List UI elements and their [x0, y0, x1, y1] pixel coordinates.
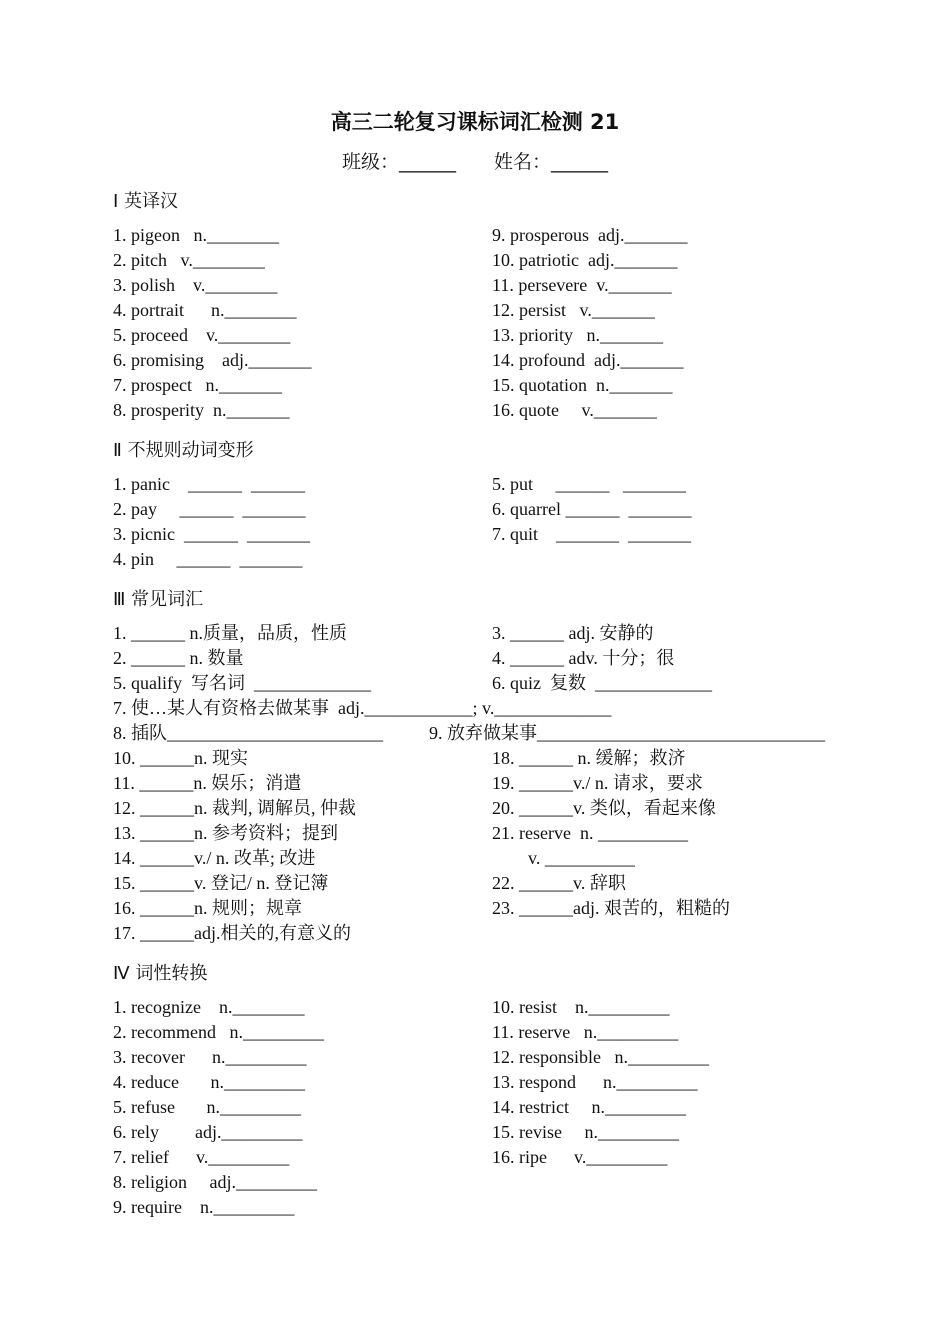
list-item: 18. ______ n. 缓解；救济 [492, 748, 686, 768]
list-item: 1. panic ______ ______ [113, 474, 305, 494]
list-item: 12. ______n. 裁判, 调解员, 仲裁 [113, 798, 356, 818]
list-item: 7. relief v._________ [113, 1147, 290, 1167]
list-item: 4. pin ______ _______ [113, 549, 303, 569]
list-item: 1. recognize n.________ [113, 997, 305, 1017]
list-item: 9. prosperous adj._______ [492, 225, 688, 245]
list-item: 23. ______adj. 艰苦的，粗糙的 [492, 898, 730, 918]
list-item: 8. prosperity n._______ [113, 400, 290, 420]
list-item: 19. ______v./ n. 请求，要求 [492, 773, 703, 793]
page-title: 高三二轮复习课标词汇检测 21 [330, 110, 620, 134]
list-item: 3. polish v.________ [113, 275, 278, 295]
list-item: 4. ______ adv. 十分；很 [492, 648, 675, 668]
section-3-heading: Ⅲ 常见词汇 [113, 589, 204, 610]
list-item: 12. responsible n._________ [492, 1047, 709, 1067]
list-item: 15. ______v. 登记/ n. 登记簿 [113, 873, 329, 893]
list-item: 14. restrict n._________ [492, 1097, 686, 1117]
list-item: v. __________ [492, 848, 635, 868]
list-item: 17. ______adj.相关的,有意义的 [113, 923, 351, 943]
list-item: 1. ______ n.质量，品质，性质 [113, 623, 347, 643]
list-item: 7. quit _______ _______ [492, 524, 692, 544]
class-field-label: 班级：______ [341, 151, 456, 173]
list-item: 5. refuse n._________ [113, 1097, 301, 1117]
list-item: 6. promising adj._______ [113, 350, 312, 370]
list-item: 7. 使…某人有资格去做某事 adj.____________; v._____________ [113, 698, 612, 718]
list-item: 20. ______v. 类似，看起来像 [492, 798, 716, 818]
list-item: 9. 放弃做某事________________________________ [429, 723, 825, 743]
list-item: 16. quote v._______ [492, 400, 657, 420]
list-item: 11. ______n. 娱乐；消遣 [113, 773, 302, 793]
section-4-heading: Ⅳ 词性转换 [113, 963, 208, 984]
list-item: 5. qualify 写名词 _____________ [113, 673, 371, 693]
list-item: 11. persevere v._______ [492, 275, 672, 295]
list-item: 10. patriotic adj._______ [492, 250, 678, 270]
list-item: 16. ripe v._________ [492, 1147, 668, 1167]
list-item: 13. ______n. 参考资料；提到 [113, 823, 338, 843]
list-item: 22. ______v. 辞职 [492, 873, 626, 893]
list-item: 15. quotation n._______ [492, 375, 673, 395]
list-item: 14. profound adj._______ [492, 350, 684, 370]
list-item: 2. pay ______ _______ [113, 499, 306, 519]
list-item: 21. reserve n. __________ [492, 823, 688, 843]
list-item: 1. pigeon n.________ [113, 225, 279, 245]
list-item: 11. reserve n._________ [492, 1022, 679, 1042]
list-item: 3. ______ adj. 安静的 [492, 623, 654, 643]
list-item: 9. require n._________ [113, 1197, 295, 1217]
list-item: 4. reduce n._________ [113, 1072, 305, 1092]
list-item: 8. religion adj._________ [113, 1172, 317, 1192]
list-item: 10. ______n. 现实 [113, 748, 248, 768]
list-item: 7. prospect n._______ [113, 375, 282, 395]
list-item: 13. respond n._________ [492, 1072, 698, 1092]
name-field-label: 姓名：______ [494, 151, 609, 173]
list-item: 4. portrait n.________ [113, 300, 297, 320]
list-item: 13. priority n._______ [492, 325, 663, 345]
list-item: 2. pitch v.________ [113, 250, 265, 270]
section-1-heading: Ⅰ 英译汉 [113, 191, 179, 212]
list-item: 6. quarrel ______ _______ [492, 499, 692, 519]
list-item: 16. ______n. 规则；规章 [113, 898, 302, 918]
list-item: 6. quiz 复数 _____________ [492, 673, 712, 693]
list-item: 6. rely adj._________ [113, 1122, 303, 1142]
list-item: 2. ______ n. 数量 [113, 648, 244, 668]
list-item: 15. revise n._________ [492, 1122, 679, 1142]
list-item: 5. proceed v.________ [113, 325, 291, 345]
list-item: 10. resist n._________ [492, 997, 670, 1017]
list-item: 3. recover n._________ [113, 1047, 307, 1067]
list-item: 14. ______v./ n. 改革; 改进 [113, 848, 316, 868]
list-item: 2. recommend n._________ [113, 1022, 324, 1042]
student-info [0, 147, 950, 174]
list-item: 12. persist v._______ [492, 300, 655, 320]
list-item: 8. 插队________________________ [113, 723, 383, 743]
section-2-heading: Ⅱ 不规则动词变形 [113, 440, 254, 461]
list-item: 3. picnic ______ _______ [113, 524, 310, 544]
list-item: 5. put ______ _______ [492, 474, 687, 494]
